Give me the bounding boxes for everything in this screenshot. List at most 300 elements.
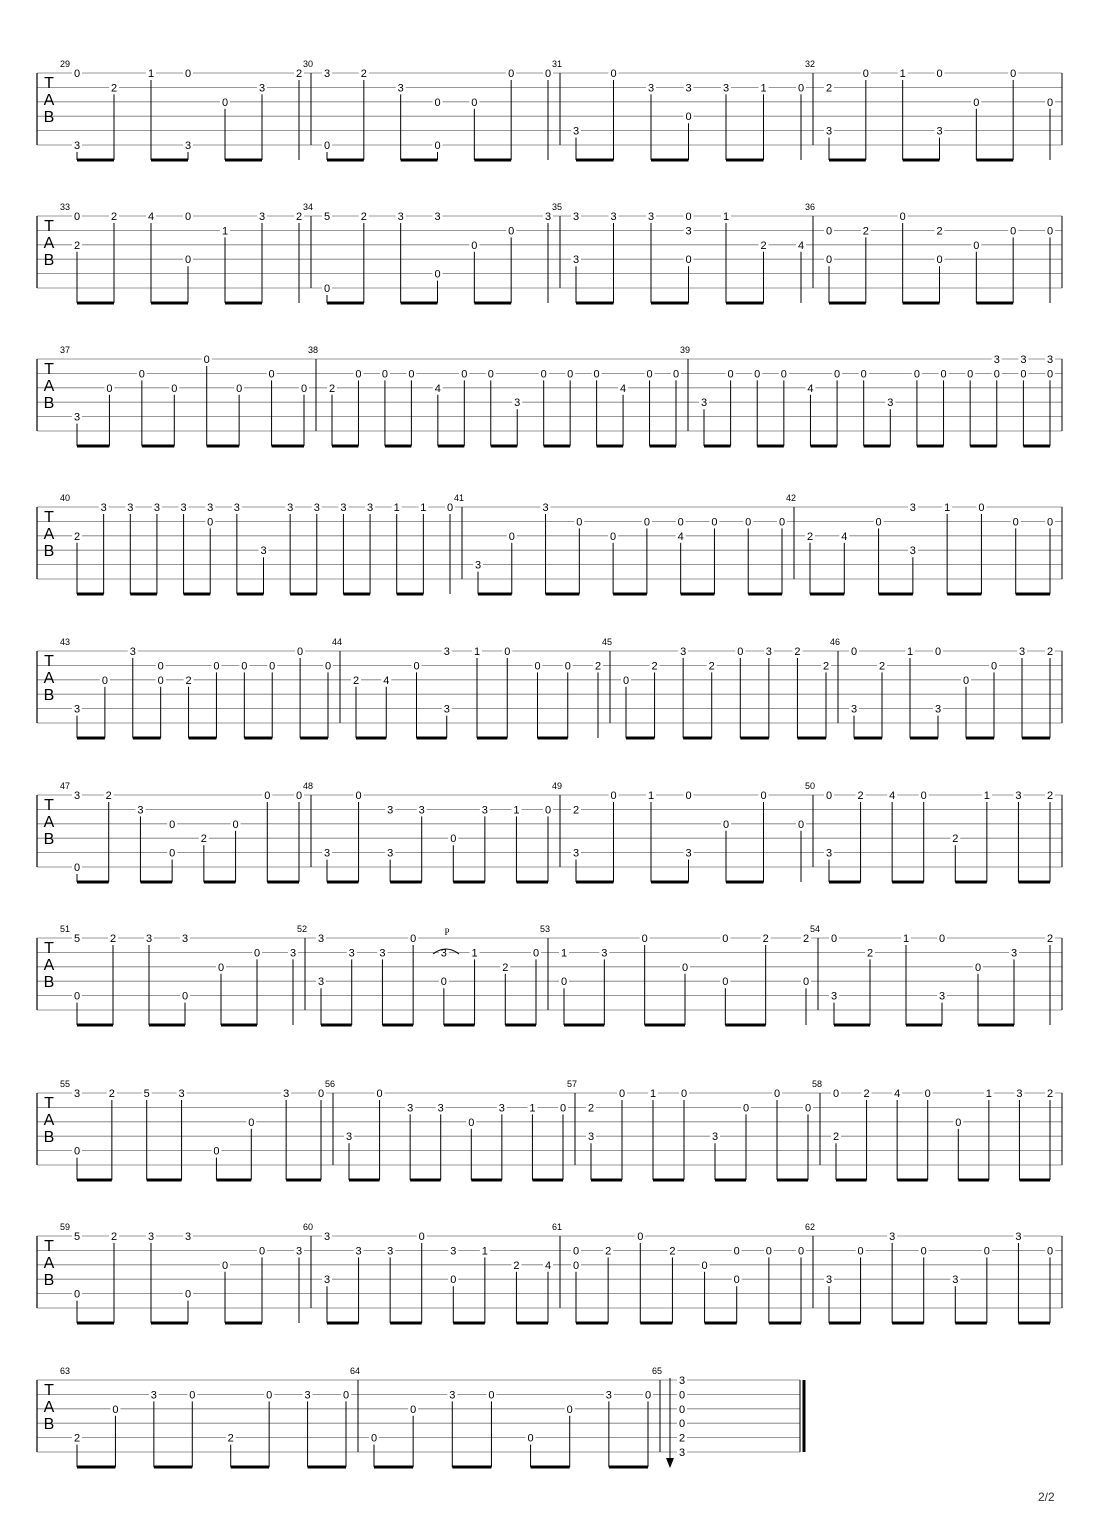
- fret-number: 3: [680, 646, 687, 658]
- fret-number: 3: [449, 1389, 456, 1402]
- fret-number: 0: [73, 1288, 81, 1301]
- fret-number: 0: [297, 646, 304, 658]
- fret-number: 0: [73, 862, 81, 874]
- fret-number: 0: [678, 1418, 686, 1431]
- measure-number: 42: [786, 493, 797, 503]
- tab-clef-letter: A: [43, 1255, 55, 1272]
- fret-number: 0: [73, 1145, 81, 1158]
- fret-number: 4: [797, 239, 805, 252]
- fret-number: 0: [572, 1245, 580, 1258]
- measure-number: 33: [60, 202, 71, 212]
- fret-number: 0: [157, 660, 164, 673]
- fret-number: 0: [434, 140, 441, 152]
- fret-number: 2: [200, 833, 207, 846]
- fret-number: 0: [157, 674, 164, 687]
- fret-number: 2: [105, 790, 112, 802]
- fret-number: 3: [127, 502, 134, 514]
- fret-number: 0: [711, 516, 718, 529]
- fret-number: 3: [443, 646, 450, 658]
- fret-number: 0: [221, 1259, 229, 1272]
- tab-clef-letter: B: [43, 1416, 55, 1433]
- tab-clef-letter: T: [44, 1382, 54, 1399]
- fret-number: 0: [410, 1403, 417, 1416]
- fret-number: 0: [646, 368, 653, 381]
- fret-number: 0: [737, 646, 744, 658]
- fret-number: 2: [806, 530, 814, 543]
- fret-number: 3: [825, 125, 833, 138]
- fret-number: 3: [283, 1088, 290, 1100]
- fret-number: 0: [544, 68, 552, 80]
- fret-number: 1: [899, 68, 906, 80]
- tab-clef-letter: T: [44, 509, 54, 526]
- fret-number: 2: [360, 68, 367, 80]
- fret-number: 3: [938, 990, 946, 1003]
- fret-number: 0: [258, 1245, 266, 1258]
- fret-number: 0: [797, 1245, 805, 1258]
- fret-number: 0: [830, 933, 838, 945]
- fret-number: 0: [685, 211, 692, 223]
- fret-number: 2: [110, 82, 118, 95]
- fret-number: 3: [610, 211, 617, 223]
- fret-number: 2: [587, 1102, 595, 1115]
- fret-number: 0: [268, 368, 275, 381]
- fret-number: 0: [73, 68, 81, 80]
- fret-number: 0: [804, 1102, 812, 1115]
- fret-number: 1: [944, 502, 951, 514]
- fret-number: 0: [189, 1389, 196, 1402]
- tab-clef-letter: T: [44, 1238, 54, 1255]
- fret-number: 0: [862, 68, 869, 80]
- pull-off-label: P: [444, 927, 450, 937]
- fret-number: 0: [169, 818, 176, 831]
- fret-number: 0: [802, 976, 810, 989]
- fret-number: 0: [875, 516, 882, 529]
- fret-number: 0: [184, 1288, 192, 1301]
- fret-number: 4: [147, 211, 155, 223]
- fret-number: 2: [862, 225, 869, 238]
- measure-number: 36: [805, 202, 816, 212]
- fret-number: 0: [544, 804, 552, 817]
- strum-arrowhead: [666, 1458, 674, 1468]
- fret-number: 3: [601, 947, 608, 960]
- fret-number: 3: [765, 646, 772, 658]
- fret-number: 0: [742, 1102, 750, 1115]
- measure-number: 34: [303, 202, 314, 212]
- fret-number: 3: [184, 140, 192, 152]
- fret-number: 0: [733, 1245, 740, 1258]
- fret-number: 2: [762, 933, 769, 945]
- fret-number: 0: [637, 1231, 644, 1243]
- fret-number: 3: [147, 1231, 155, 1243]
- fret-number: 1: [221, 225, 229, 238]
- fret-number: 3: [153, 502, 160, 514]
- fret-number: 5: [73, 1231, 81, 1243]
- fret-number: 0: [295, 790, 303, 802]
- tab-clef-letter: B: [43, 974, 55, 991]
- fret-number: 2: [822, 660, 830, 673]
- fret-number: 0: [920, 790, 927, 802]
- fret-number: 0: [461, 368, 468, 381]
- tab-clef-letter: T: [44, 1095, 54, 1112]
- tab-clef-letter: B: [43, 1272, 55, 1289]
- fret-number: 0: [773, 1088, 781, 1100]
- fret-number: 0: [678, 1403, 686, 1416]
- fret-number: 0: [184, 254, 192, 267]
- fret-number: 1: [722, 211, 730, 223]
- fret-number: 0: [610, 68, 617, 80]
- fret-number: 2: [678, 1432, 686, 1445]
- fret-number: 0: [266, 1389, 273, 1402]
- fret-number: 0: [450, 833, 457, 846]
- fret-number: 4: [620, 382, 627, 395]
- fret-number: 0: [355, 368, 362, 381]
- fret-number: 2: [857, 790, 864, 802]
- measure-number: 30: [303, 59, 314, 69]
- fret-number: 3: [260, 545, 267, 558]
- fret-number: 3: [481, 804, 488, 817]
- fret-number: 3: [258, 82, 266, 95]
- fret-number: 3: [180, 502, 187, 514]
- fret-number: 3: [678, 1375, 686, 1387]
- fret-number: 4: [677, 530, 684, 543]
- tab-clef-letter: A: [43, 1112, 55, 1129]
- fret-number: 2: [352, 674, 360, 687]
- fret-number: 0: [924, 1088, 931, 1100]
- fret-number: 0: [508, 530, 515, 543]
- fret-number: 0: [825, 225, 833, 238]
- fret-number: 3: [1015, 1231, 1022, 1243]
- fret-number: 1: [649, 1088, 657, 1100]
- fret-number: 0: [974, 961, 982, 974]
- fret-number: 0: [323, 283, 331, 295]
- fret-number: 0: [593, 368, 600, 381]
- fret-number: 0: [962, 674, 970, 687]
- measure-number: 31: [552, 59, 563, 69]
- fret-number: 0: [973, 96, 980, 109]
- fret-number: 0: [253, 947, 261, 960]
- fret-number: 3: [145, 933, 153, 945]
- measure-number: 51: [60, 924, 71, 934]
- fret-number: 0: [610, 530, 617, 543]
- fret-number: 0: [936, 254, 943, 267]
- tab-clef-letter: B: [43, 687, 55, 704]
- fret-number: 3: [722, 82, 730, 95]
- fret-number: 0: [504, 646, 511, 658]
- measure-number: 38: [308, 345, 319, 355]
- fret-number: 0: [993, 368, 1000, 381]
- fret-number: 0: [938, 933, 946, 945]
- fret-number: 0: [408, 368, 415, 381]
- tab-clef-letter: B: [43, 1129, 55, 1146]
- fret-number: 0: [983, 1245, 990, 1258]
- fret-number: 3: [909, 502, 916, 514]
- fret-number: 0: [106, 382, 113, 395]
- fret-number: 3: [474, 559, 482, 572]
- fret-number: 3: [323, 1231, 331, 1243]
- tab-clef-letter: T: [44, 361, 54, 378]
- fret-number: 0: [990, 660, 998, 673]
- fret-number: 0: [232, 818, 239, 831]
- fret-number: 0: [677, 516, 684, 529]
- fret-number: 2: [1046, 646, 1054, 658]
- fret-number: 3: [825, 847, 833, 860]
- fret-number: 3: [587, 1131, 595, 1144]
- fret-number: 3: [178, 1088, 185, 1100]
- fret-number: 0: [527, 1432, 534, 1445]
- measure-number: 53: [540, 924, 551, 934]
- fret-number: 2: [1046, 1088, 1054, 1100]
- fret-number: 1: [560, 947, 568, 960]
- fret-number: 0: [381, 368, 388, 381]
- fret-number: 0: [825, 790, 833, 802]
- fret-number: 1: [985, 1088, 992, 1100]
- fret-number: 3: [233, 502, 240, 514]
- fret-number: 0: [722, 976, 729, 989]
- fret-number: 0: [355, 790, 362, 802]
- fret-number: 2: [832, 1131, 840, 1144]
- fret-number: 2: [108, 1088, 115, 1100]
- fret-number: 0: [920, 1245, 927, 1258]
- fret-number: 4: [889, 790, 896, 802]
- measure-number: 62: [805, 1222, 816, 1232]
- measure-number: 48: [303, 781, 314, 791]
- fret-number: 0: [934, 646, 942, 658]
- fret-number: 0: [440, 976, 447, 989]
- fret-number: 0: [112, 1403, 119, 1416]
- fret-number: 2: [109, 933, 117, 945]
- fret-number: 0: [1046, 96, 1054, 109]
- fret-number: 0: [184, 211, 192, 223]
- fret-number: 1: [647, 790, 655, 802]
- fret-number: 3: [572, 211, 580, 223]
- fret-number: 0: [471, 239, 478, 252]
- fret-number: 0: [317, 1088, 325, 1100]
- fret-number: 1: [481, 1245, 488, 1258]
- fret-number: 3: [952, 1274, 959, 1287]
- fret-number: 3: [700, 397, 708, 410]
- fret-number: 0: [832, 1088, 840, 1100]
- fret-number: 3: [355, 1245, 362, 1258]
- fret-number: 0: [450, 1274, 457, 1287]
- fret-number: 3: [397, 211, 404, 223]
- tab-clef-letter: A: [43, 378, 55, 395]
- fret-number: 0: [471, 96, 478, 109]
- measure-number: 57: [567, 1079, 578, 1089]
- fret-number: 1: [513, 804, 520, 817]
- fret-number: 1: [147, 68, 155, 80]
- measure-number: 47: [60, 781, 71, 791]
- fret-number: 3: [1010, 947, 1018, 960]
- fret-number: 0: [184, 68, 192, 80]
- fret-number: 2: [863, 1088, 870, 1100]
- fret-number: 2: [936, 225, 943, 238]
- fret-number: 0: [564, 660, 571, 673]
- fret-number: 2: [513, 1259, 520, 1272]
- page-number: 2/2: [1038, 1490, 1055, 1504]
- fret-number: 2: [605, 1245, 612, 1258]
- fret-number: 0: [860, 368, 867, 381]
- fret-number: 0: [797, 82, 805, 95]
- fret-number: 3: [1015, 790, 1022, 802]
- tab-clef-letter: T: [44, 940, 54, 957]
- measure-number: 45: [602, 637, 613, 647]
- fret-number: 2: [73, 239, 81, 252]
- fret-number: 2: [1046, 790, 1054, 802]
- fret-number: 3: [100, 502, 107, 514]
- fret-number: 0: [264, 790, 271, 802]
- fret-number: 0: [1046, 368, 1054, 381]
- fret-number: 3: [181, 933, 189, 945]
- fret-number: 0: [857, 1245, 864, 1258]
- fret-number: 0: [685, 111, 692, 124]
- fret-number: 0: [236, 382, 243, 395]
- fret-number: 0: [745, 516, 752, 529]
- fret-number: 0: [171, 382, 178, 395]
- fret-number: 0: [899, 211, 906, 223]
- fret-number: 0: [410, 933, 417, 945]
- fret-number: 2: [594, 660, 602, 673]
- fret-number: 3: [605, 1389, 612, 1402]
- measure-number: 40: [60, 493, 71, 503]
- fret-number: 0: [446, 502, 454, 514]
- fret-number: 1: [420, 502, 427, 514]
- fret-number: 0: [672, 368, 680, 381]
- fret-number: 3: [544, 211, 552, 223]
- fret-number: 3: [323, 1274, 331, 1287]
- fret-number: 3: [1018, 646, 1026, 658]
- fret-number: 3: [304, 1389, 311, 1402]
- fret-number: 0: [936, 68, 943, 80]
- fret-number: 3: [685, 82, 692, 95]
- fret-number: 0: [217, 961, 225, 974]
- fret-number: 3: [434, 211, 441, 223]
- fret-number: 0: [1010, 225, 1017, 238]
- fret-number: 2: [651, 660, 658, 673]
- tab-clef-letter: A: [43, 526, 55, 543]
- fret-number: 3: [647, 82, 655, 95]
- fret-number: 0: [221, 96, 229, 109]
- measure-number: 58: [812, 1079, 823, 1089]
- fret-number: 0: [540, 368, 547, 381]
- fret-number: 3: [936, 125, 943, 138]
- fret-number: 2: [866, 947, 874, 960]
- fret-number: 0: [1046, 225, 1054, 238]
- fret-number: 0: [434, 96, 441, 109]
- fret-number: 2: [669, 1245, 676, 1258]
- tab-clef-letter: B: [43, 109, 55, 126]
- fret-number: 0: [685, 790, 692, 802]
- fret-number: 4: [544, 1259, 552, 1272]
- fret-number: 3: [407, 1102, 414, 1115]
- fret-number: 3: [542, 502, 549, 514]
- fret-number: 0: [203, 354, 210, 366]
- fret-number: 0: [681, 961, 689, 974]
- fret-number: 3: [348, 947, 355, 960]
- fret-number: 3: [207, 502, 214, 514]
- fret-number: 0: [834, 368, 841, 381]
- fret-number: 2: [502, 961, 509, 974]
- measure-number: 44: [332, 637, 343, 647]
- fret-number: 0: [418, 1231, 425, 1243]
- fret-number: 1: [983, 790, 990, 802]
- measure-number: 50: [805, 781, 816, 791]
- fret-number: 5: [143, 1088, 150, 1100]
- fret-number: 3: [830, 990, 838, 1003]
- fret-number: 3: [418, 804, 425, 817]
- fret-number: 0: [754, 368, 761, 381]
- measure-number: 46: [830, 637, 841, 647]
- fret-number: 2: [878, 660, 886, 673]
- fret-number: 3: [685, 225, 692, 238]
- fret-number: 0: [978, 502, 985, 514]
- fret-number: 2: [760, 239, 767, 252]
- fret-number: 2: [73, 530, 81, 543]
- fret-number: 3: [387, 804, 394, 817]
- fret-number: 4: [807, 382, 814, 395]
- fret-number: 3: [129, 646, 136, 658]
- measure-number: 37: [60, 345, 71, 355]
- fret-number: 3: [379, 947, 386, 960]
- fret-number: 3: [909, 545, 916, 558]
- measure-number: 52: [297, 924, 308, 934]
- measure-number: 29: [60, 59, 71, 69]
- tab-clef-letter: T: [44, 797, 54, 814]
- tab-clef-letter: T: [44, 75, 54, 92]
- fret-number: 0: [572, 1259, 580, 1272]
- fret-number: 0: [780, 368, 787, 381]
- fret-number: 1: [529, 1102, 536, 1115]
- fret-number: 1: [902, 933, 910, 945]
- fret-number: 1: [760, 82, 767, 95]
- fret-number: 0: [468, 1116, 475, 1129]
- fret-number: 4: [383, 674, 390, 687]
- tab-clef-letter: B: [43, 831, 55, 848]
- fret-number: 2: [952, 833, 959, 846]
- fret-number: 4: [434, 382, 441, 395]
- measure-number: 63: [60, 1366, 71, 1376]
- fret-number: 3: [137, 804, 144, 817]
- measure-number: 61: [552, 1222, 563, 1232]
- fret-number: 3: [498, 1102, 505, 1115]
- tab-clef-letter: B: [43, 395, 55, 412]
- measure-number: 39: [680, 345, 691, 355]
- fret-number: 0: [1020, 368, 1027, 381]
- fret-number: 3: [685, 847, 692, 860]
- fret-number: 3: [73, 703, 81, 716]
- fret-number: 0: [508, 225, 515, 238]
- tab-clef-letter: A: [43, 92, 55, 109]
- fret-number: 0: [207, 516, 214, 529]
- fret-number: 2: [360, 211, 367, 223]
- fret-number: 0: [324, 660, 332, 673]
- fret-number: 3: [323, 847, 331, 860]
- fret-number: 0: [323, 140, 331, 152]
- measure-number: 54: [810, 924, 821, 934]
- fret-number: 3: [678, 1447, 686, 1459]
- measure-number: 55: [60, 1079, 71, 1089]
- fret-number: 0: [566, 1403, 573, 1416]
- fret-number: 0: [532, 947, 540, 960]
- fret-number: 0: [508, 68, 515, 80]
- fret-number: 3: [1020, 354, 1027, 366]
- fret-number: 3: [323, 68, 331, 80]
- fret-number: 1: [906, 646, 914, 658]
- fret-number: 0: [138, 368, 145, 381]
- fret-number: 3: [295, 1245, 303, 1258]
- fret-number: 3: [317, 933, 325, 945]
- fret-number: 3: [887, 397, 894, 410]
- fret-number: 3: [440, 947, 447, 960]
